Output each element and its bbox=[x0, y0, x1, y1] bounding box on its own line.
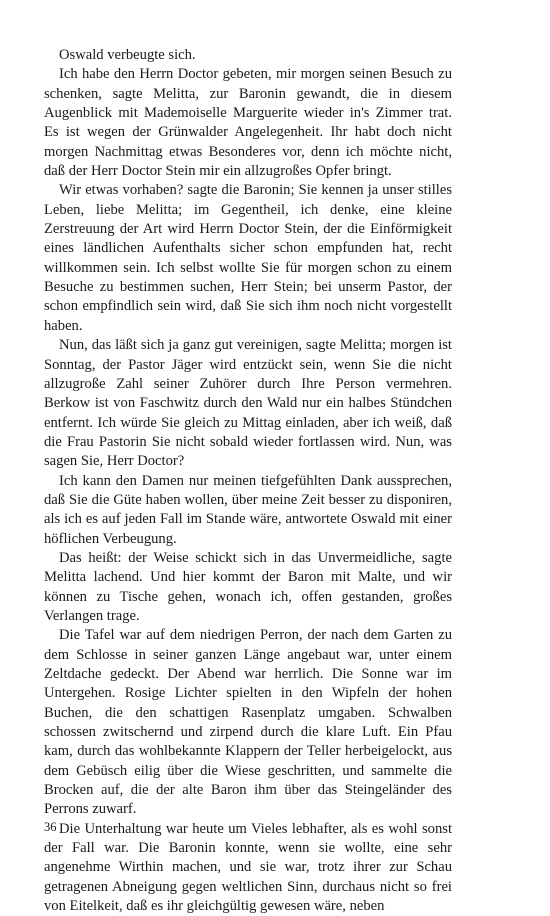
paragraph-7: Die Tafel war auf dem niedrigen Perron, der nach dem Garten zu dem Schlosse in seiner ganzen Länge angebaut war, unter einem Zeltdache gedeckt. Der Abend war herrlich. Die Sonne war im Untergehen. Rosige Lichter spielten in den Wipfeln der hohen Buchen, die den schattigen Rasenplatz umgaben. Schwalben schossen zwitschernd und zirpend durch die klare Luft. Ein Pfau kam, durch das wohlbekannte Klappern der Teller herbeigelockt, aus dem Gebüsch eilig über die Wiese geschritten, und sammelte die Brocken auf, die der alte Baron ihm über das Steingeländer des Perrons zuwarf. bbox=[44, 627, 452, 818]
paragraph-5: Ich kann den Damen nur meinen tiefgefühlten Dank aussprechen, daß Sie die Güte haben wollen, über meine Zeit besser zu disponiren, als ich es auf jeden Fall im Stande wäre, antwortete Oswald mit einer höflichen Verbeugung. bbox=[44, 472, 452, 547]
body-text bbox=[44, 46, 452, 916]
paragraph-6: Das heißt: der Weise schickt sich in das Unvermeidliche, sagte Melitta lachend. Und hier kommt der Baron mit Malte, und wir können zu Tische gehen, wonach ich, offen gestanden, großes Verlangen trage. bbox=[44, 549, 452, 624]
paragraph-1: Oswald verbeugte sich. bbox=[59, 47, 196, 63]
paragraph-3: Wir etwas vorhaben? sagte die Baronin; Sie kennen ja unser stilles Leben, liebe Melitta; im Gegentheil, ich denke, eine kleine Zerstreuung der Art wird Herrn Doctor Stein, der die Einförmigkeit eines ländlichen Aufenthalts sicher schon empfunden hat, recht willkommen sein. Ich selbst wollte Sie für morgen schon zu einem Besuche zu bestimmen suchen, Herr Stein; bei unserm Pastor, der schon empfindlich sein wird, daß Sie sich ihm noch nicht vorgestellt haben. bbox=[44, 182, 452, 334]
paragraph-4: Nun, das läßt sich ja ganz gut vereinigen, sagte Melitta; morgen ist Sonntag, der Pastor Jäger wird entzückt sein, wenn Sie die nicht allzugroße Zahl seiner Zuhörer durch Ihre Person vermehren. Berkow ist von Faschwitz durch den Wald nur ein halbes Stündchen entfernt. Ich würde Sie gleich zu Mittag einladen, aber ich weiß, daß die Frau Pastorin Sie nicht sobald wieder fortlassen wird. Nun, was sagen Sie, Herr Doctor? bbox=[44, 337, 452, 470]
paragraph-8: Die Unterhaltung war heute um Vieles lebhafter, als es wohl sonst der Fall war. Die Baronin konnte, wenn sie wollte, eine sehr angenehme Wirthin machen, und sie war, trotz ihrer zur Schau getragenen Abneigung gegen weltlichen Sinn, durchaus nicht so frei von Eitelkeit, daß es ihr gleichgültig gewesen wäre, neben bbox=[44, 820, 452, 915]
page-number: 36 bbox=[44, 820, 57, 834]
paragraph-2: Ich habe den Herrn Doctor gebeten, mir morgen seinen Besuch zu schenken, sagte Melitta, zur Baronin gewandt, die in diesem Augenblick mit Mademoiselle Marguerite wieder in's Zimmer trat. Es ist wegen der Grünwalder Angelegenheit. Ihr habt doch nicht morgen Nachmittag etwas Besonderes vor, denn ich möchte nicht, daß der Herr Doctor Stein mir ein allzugroßes Opfer bringt. bbox=[44, 66, 452, 180]
